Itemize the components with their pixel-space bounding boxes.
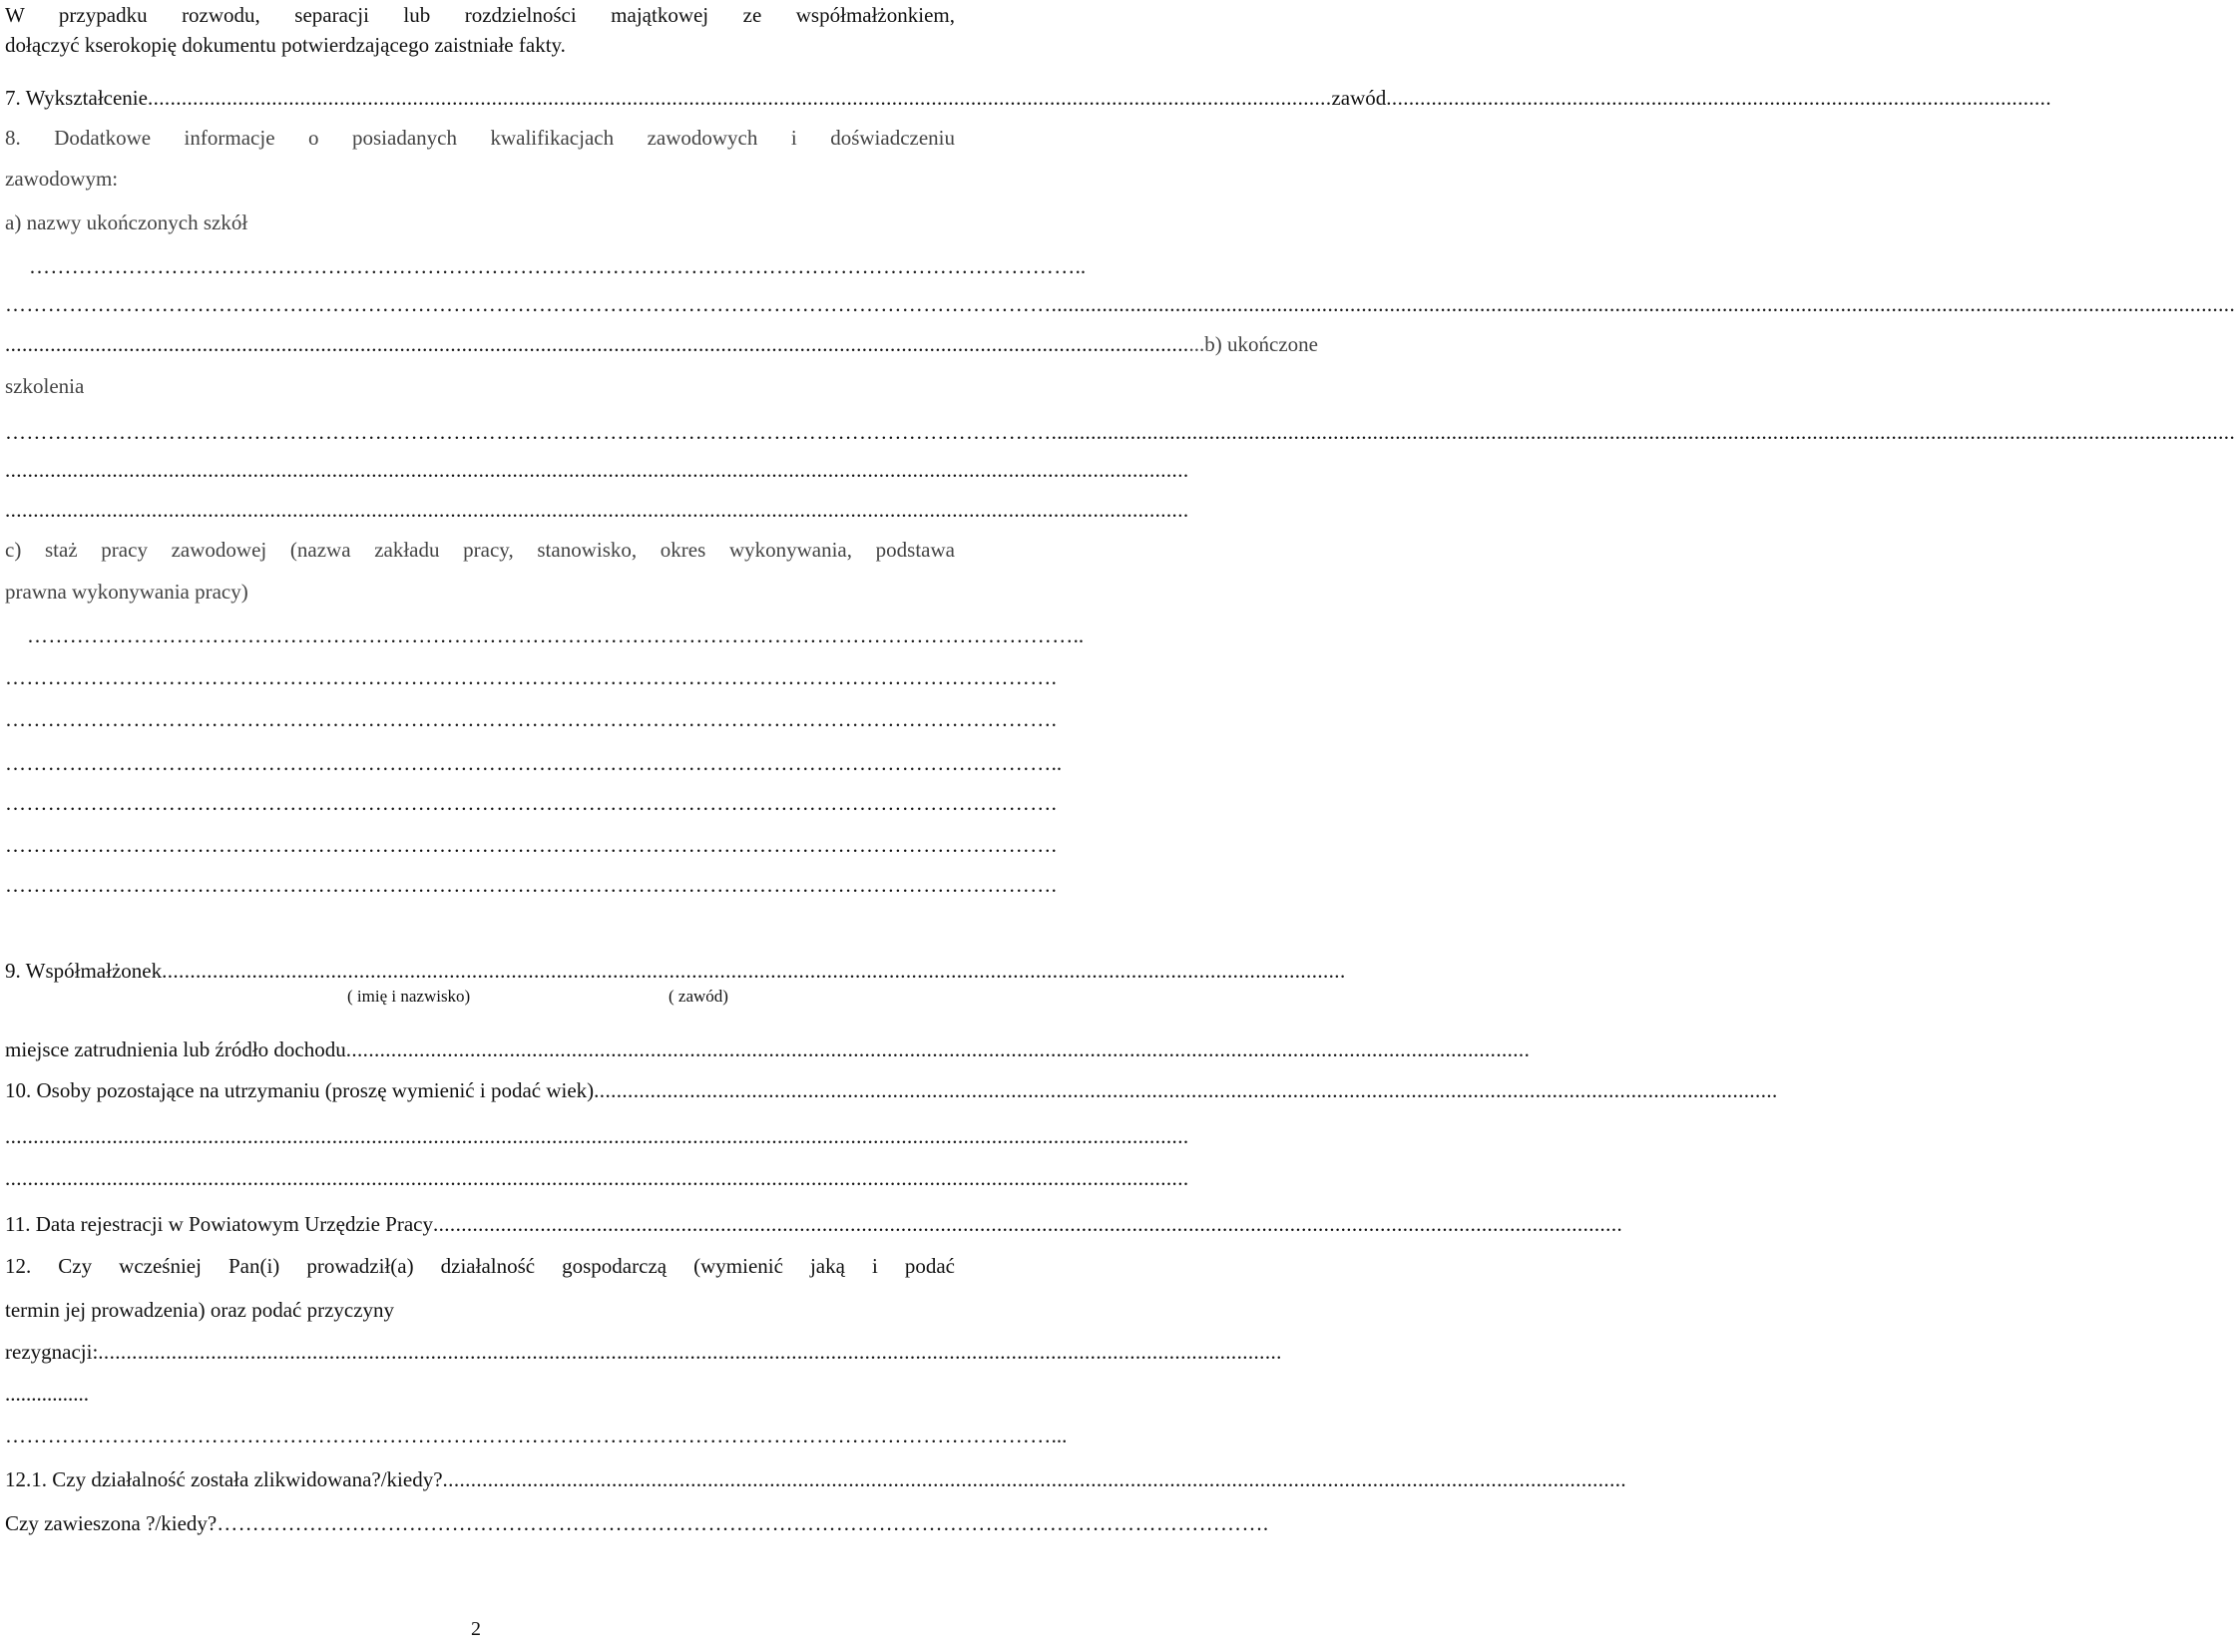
q11-registration-line: 11. Data rejestracji w Powiatowym Urzędzie Pracy .................................................................................................................................................................................................................. . [5, 1212, 1622, 1236]
q12-1-liquidated-line: 12.1. Czy działalność została zlikwidowana?/kiedy? .................................................................................................................................................................................................................. [5, 1467, 1627, 1491]
q8-b-label-2: szkolenia [5, 374, 85, 398]
q8-c-label-2: prawna wykonywania pracy) [5, 580, 248, 604]
q8-c-fill-1: ………………………………………………………………………………………………………………………………… .. [27, 623, 1085, 647]
q9-caption-job: ( zawód) [669, 987, 728, 1006]
q8-c-label: c) staż pracy zawodowej (nazwa zakładu pracy, stanowisko, okres wykonywania, podstawa [5, 538, 955, 562]
q9-caption-name: ( imię i nazwisko) [347, 987, 471, 1006]
q8-a-fill-1: ………………………………………………………………………………………………………………………………… .. [29, 254, 1087, 278]
q8-a-label: a) nazwy ukończonych szkół [5, 210, 248, 234]
q9-spouse-line: 9. Współmałżonek .................................................................................................................................................................................................................. [5, 959, 1346, 983]
q8-c-fill-3: ………………………………………………………………………………………………………………………………… . [5, 707, 1057, 731]
q8-line-1: 8. Dodatkowe informacje o posiadanych kwalifikacjach zawodowych i doświadczeniu [5, 126, 955, 150]
q8-c-fill-4: ………………………………………………………………………………………………………………………………… .. [5, 751, 1063, 775]
q12-line-1: 12. Czy wcześniej Pan(i) prowadził(a) działalność gospodarczą (wymienić jaką i podać [5, 1254, 955, 1278]
q12-line-2: termin jej prowadzenia) oraz podać przyczyny [5, 1298, 395, 1322]
q10-fill-2: .................................................................................................................................................................................................................. [5, 1166, 1189, 1190]
page-number: 2 [471, 1618, 481, 1640]
q12-line-3: rezygnacji: .................................................................................................................................................................................................................. [5, 1340, 1282, 1364]
q8-c-fill-2: ………………………………………………………………………………………………………………………………… . [5, 665, 1057, 689]
q10-dependents-line: 10. Osoby pozostające na utrzymaniu (proszę wymienić i podać wiek) .................................................................................................................................................................................................................. [5, 1078, 1778, 1102]
q12-1-suspended-line: Czy zawieszona ?/kiedy? ………………………………………………………………………………………………………………………………… . [5, 1511, 1269, 1535]
q7-education-line: 7. Wykształcenie .................................................................................................................................................................................................................. zawód ...................................................................................................................... [5, 86, 2051, 110]
q8-b-label-line: .................................................................................................................................................................................................................. ...b) ukończone [5, 332, 1318, 356]
q8-c-fill-7: ………………………………………………………………………………………………………………………………… . [5, 873, 1057, 897]
intro-line-2: dołączyć kserokopię dokumentu potwierdzającego zaistniałe fakty. [5, 33, 566, 57]
q8-a-fill-2: ………………………………………………………………………………………………………………………………… .................................................................................................................................................................................................................. [5, 292, 2235, 316]
q9-employment-line: miejsce zatrudnienia lub źródło dochodu .................................................................................................................................................................................................................. [5, 1037, 1531, 1061]
q12-short-dots: ................ [5, 1382, 89, 1406]
q8-b-fill-2: .................................................................................................................................................................................................................. [5, 458, 1189, 482]
intro-line-1: W przypadku rozwodu, separacji lub rozdzielności majątkowej ze współmałżonkiem, [5, 3, 955, 27]
q8-line-2: zawodowym: [5, 167, 119, 191]
q12-fill-line: ………………………………………………………………………………………………………………………………… ... [5, 1424, 1068, 1447]
q8-c-fill-6: ………………………………………………………………………………………………………………………………… . [5, 833, 1057, 857]
q10-fill-1: .................................................................................................................................................................................................................. [5, 1124, 1189, 1148]
q8-b-fill-3: .................................................................................................................................................................................................................. [5, 498, 1189, 522]
q8-c-fill-5: ………………………………………………………………………………………………………………………………… . [5, 791, 1057, 815]
q8-b-fill-1: ………………………………………………………………………………………………………………………………… .................................................................................................................................................................................................................. [5, 420, 2235, 444]
